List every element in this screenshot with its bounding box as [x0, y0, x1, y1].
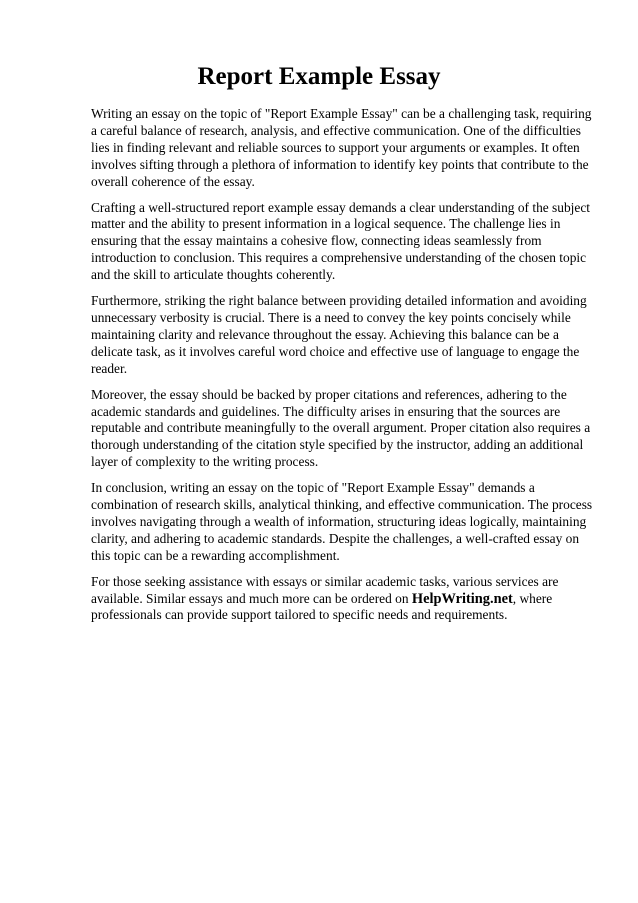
document-body	[91, 106, 599, 633]
document-title: Report Example Essay	[197, 63, 441, 90]
closing-text-after: , where professionals can provide support tailored to specific needs and requirements.	[91, 590, 553, 623]
paragraph-3: Furthermore, striking the right balance between providing detailed information and avoiding unnecessary verbosity is crucial. There is a need to convey the key points concisely while maintaining clarity and relevance throughout the essay. Achieving this balance can be a delicate task, as it involves careful word choice and effective use of language to engage the reader.	[91, 293, 587, 376]
paragraph-1: Writing an essay on the topic of "Report Example Essay" can be a challenging task, requiring a careful balance of research, analysis, and effective communication. One of the difficulties lies in finding relevant and reliable sources to support your arguments or examples. It often involves sifting through a plethora of information to identify key points that contribute to the overall coherence of the essay.	[91, 106, 592, 189]
paragraph-5: In conclusion, writing an essay on the topic of "Report Example Essay" demands a combination of research skills, analytical thinking, and effective communication. The process involves navigating through a wealth of information, structuring ideas logically, maintaining clarity, and adhering to academic standards. Despite the challenges, a well-crafted essay on this topic can be a rewarding accomplishment.	[91, 480, 593, 563]
closing-text-before: For those seeking assistance with essays or similar academic tasks, various services are available. Similar essays and much more can be ordered on	[91, 573, 559, 606]
paragraph-2: Crafting a well-structured report example essay demands a clear understanding of the subject matter and the ability to present information in a logical sequence. The challenge lies in ensuring that the essay maintains a cohesive flow, connecting ideas seamlessly from introduction to conclusion. This requires a comprehensive understanding of the chosen topic and the skill to articulate thoughts coherently.	[91, 199, 590, 283]
closing-paragraph	[91, 574, 599, 625]
paragraph-4: Moreover, the essay should be backed by proper citations and references, adhering to the academic standards and guidelines. The difficulty arises in ensuring that the sources are reputable and contribute meaningfully to the overall argument. Proper citation also requires a thorough understanding of the citation style specified by the instructor, adding an additional layer of complexity to the writing process.	[91, 386, 591, 470]
helpwriting-link[interactable]: HelpWriting.net	[411, 590, 513, 607]
